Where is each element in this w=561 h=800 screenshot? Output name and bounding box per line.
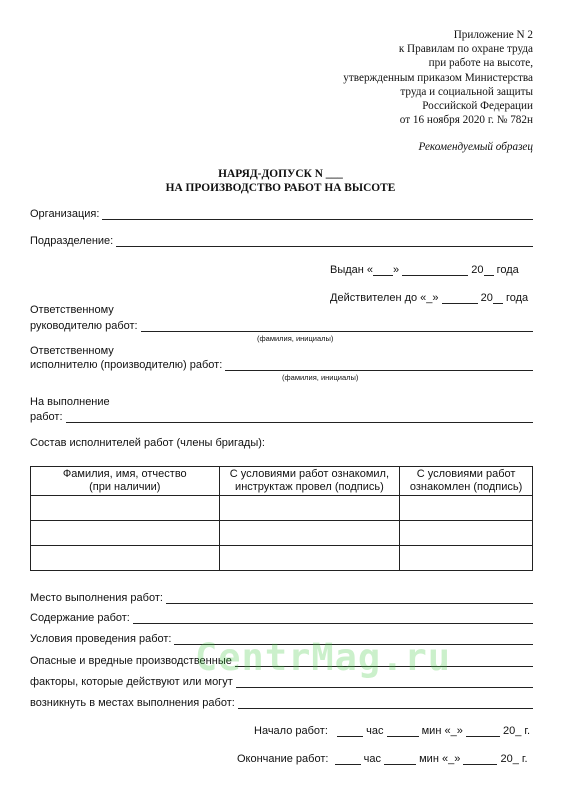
year-prefix: 20_	[502, 725, 522, 737]
year-prefix: 20_	[500, 753, 519, 765]
header-line: утвержденным приказом Министерства	[343, 71, 533, 84]
table-row	[31, 546, 533, 571]
task-row	[30, 411, 533, 423]
conditions-label: Условия проведения работ:	[30, 633, 172, 645]
title-line-1: НАРЯД-ДОПУСК N ___	[218, 168, 343, 180]
task-label-2: работ:	[30, 411, 63, 423]
start-label: Начало работ:	[254, 725, 328, 737]
header-line: к Правилам по охране труда	[398, 43, 533, 56]
table-cell[interactable]	[219, 546, 400, 571]
hazards-row-3	[30, 697, 533, 709]
header-line: труда и социальной защиты	[400, 85, 533, 98]
valid-year-field[interactable]	[493, 293, 503, 304]
column-header-acquainted	[400, 467, 533, 496]
issued-day-field[interactable]	[373, 265, 393, 276]
appendix-header	[343, 28, 533, 127]
hour-label: час	[363, 753, 381, 765]
start-row	[254, 725, 530, 737]
header-text: С условиями работ	[416, 468, 516, 480]
organization-field[interactable]	[102, 209, 533, 220]
resp-executor-label-1: Ответственному	[30, 345, 114, 357]
document-title	[0, 167, 561, 195]
title-line-2: НА ПРОИЗВОДСТВО РАБОТ НА ВЫСОТЕ	[165, 182, 396, 194]
name-hint: (фамилия, инициалы)	[257, 334, 334, 343]
column-header-name	[31, 467, 220, 496]
table-cell[interactable]	[219, 496, 400, 521]
name-hint: (фамилия, инициалы)	[282, 373, 359, 382]
column-header-instructed	[219, 467, 400, 496]
place-field[interactable]	[166, 593, 533, 604]
organization-row	[30, 208, 533, 220]
year-label: г.	[524, 725, 531, 737]
year-label: года	[505, 292, 529, 304]
start-minute-field[interactable]	[387, 726, 419, 737]
valid-row	[330, 292, 528, 304]
header-line: при работе на высоте,	[428, 57, 533, 70]
header-text: (при наличии)	[89, 481, 161, 493]
end-minute-field[interactable]	[384, 754, 416, 765]
resp-manager-label-1: Ответственному	[30, 304, 114, 316]
recommended-sample: Рекомендуемый образец	[418, 141, 533, 153]
start-day-field[interactable]: «_»	[444, 725, 463, 737]
end-hour-field[interactable]	[335, 754, 361, 765]
content-label: Содержание работ:	[30, 612, 130, 624]
end-day-field[interactable]: «_»	[441, 753, 461, 765]
place-row	[30, 592, 533, 604]
table-cell[interactable]	[219, 521, 400, 546]
quote-open: «	[366, 264, 374, 276]
table-row	[31, 496, 533, 521]
end-row	[237, 753, 528, 765]
division-field[interactable]	[116, 236, 533, 247]
header-text: Фамилия, имя, отчество	[62, 468, 187, 480]
division-label: Подразделение:	[30, 235, 114, 247]
valid-month-field[interactable]	[442, 293, 478, 304]
hour-label: час	[366, 725, 384, 737]
header-text: инструктаж провел (подпись)	[235, 481, 384, 493]
valid-day-field[interactable]: «_»	[420, 292, 439, 304]
minute-label: мин	[421, 725, 442, 737]
header-line: Российской Федерации	[422, 100, 533, 113]
quote-close: »	[393, 264, 400, 276]
watermark: CentrMag.ru	[195, 636, 452, 679]
hazards-label-3: возникнуть в местах выполнения работ:	[30, 697, 235, 709]
year-prefix: 20	[471, 264, 484, 276]
table-cell[interactable]	[400, 496, 533, 521]
place-label: Место выполнения работ:	[30, 592, 163, 604]
table-cell[interactable]	[31, 521, 220, 546]
division-row	[30, 235, 533, 247]
table-cell[interactable]	[31, 496, 220, 521]
hazards-label-2: факторы, которые действуют или могут	[30, 676, 233, 688]
issued-label: Выдан	[330, 264, 364, 276]
table-cell[interactable]	[31, 546, 220, 571]
year-label: года	[496, 264, 519, 276]
table-header-row	[31, 467, 533, 496]
table-row	[31, 521, 533, 546]
year-prefix: 20	[480, 292, 493, 304]
header-text: С условиями работ ознакомил,	[229, 468, 389, 480]
issued-row	[330, 264, 519, 276]
resp-executor-field[interactable]	[225, 360, 533, 371]
content-field[interactable]	[133, 613, 533, 624]
content-row	[30, 612, 533, 624]
crew-label: Состав исполнителей работ (члены бригады):	[30, 437, 265, 449]
header-line: от 16 ноября 2020 г. № 782н	[399, 114, 533, 127]
hazards-label-1: Опасные и вредные производственные	[30, 655, 232, 667]
resp-manager-field[interactable]	[141, 321, 533, 332]
task-label-1: На выполнение	[30, 396, 110, 408]
resp-executor-row	[30, 359, 533, 371]
end-month-field[interactable]	[463, 754, 497, 765]
hazards-field-3[interactable]	[238, 698, 533, 709]
resp-executor-label-2: исполнителю (производителю) работ:	[30, 359, 223, 371]
task-field[interactable]	[66, 412, 533, 423]
table-cell[interactable]	[400, 546, 533, 571]
crew-table	[30, 466, 533, 571]
header-line: Приложение N 2	[453, 29, 533, 41]
table-cell[interactable]	[400, 521, 533, 546]
start-hour-field[interactable]	[337, 726, 363, 737]
year-label: г.	[521, 753, 528, 765]
resp-manager-label-2: руководителю работ:	[30, 320, 138, 332]
header-text: ознакомлен (подпись)	[409, 481, 523, 493]
organization-label: Организация:	[30, 208, 100, 220]
minute-label: мин	[419, 753, 439, 765]
issued-month-field[interactable]	[402, 265, 468, 276]
start-month-field[interactable]	[466, 726, 500, 737]
valid-label: Действителен до	[330, 292, 418, 304]
resp-manager-row	[30, 320, 533, 332]
end-label: Окончание работ:	[237, 753, 329, 765]
issued-year-field[interactable]	[484, 265, 494, 276]
